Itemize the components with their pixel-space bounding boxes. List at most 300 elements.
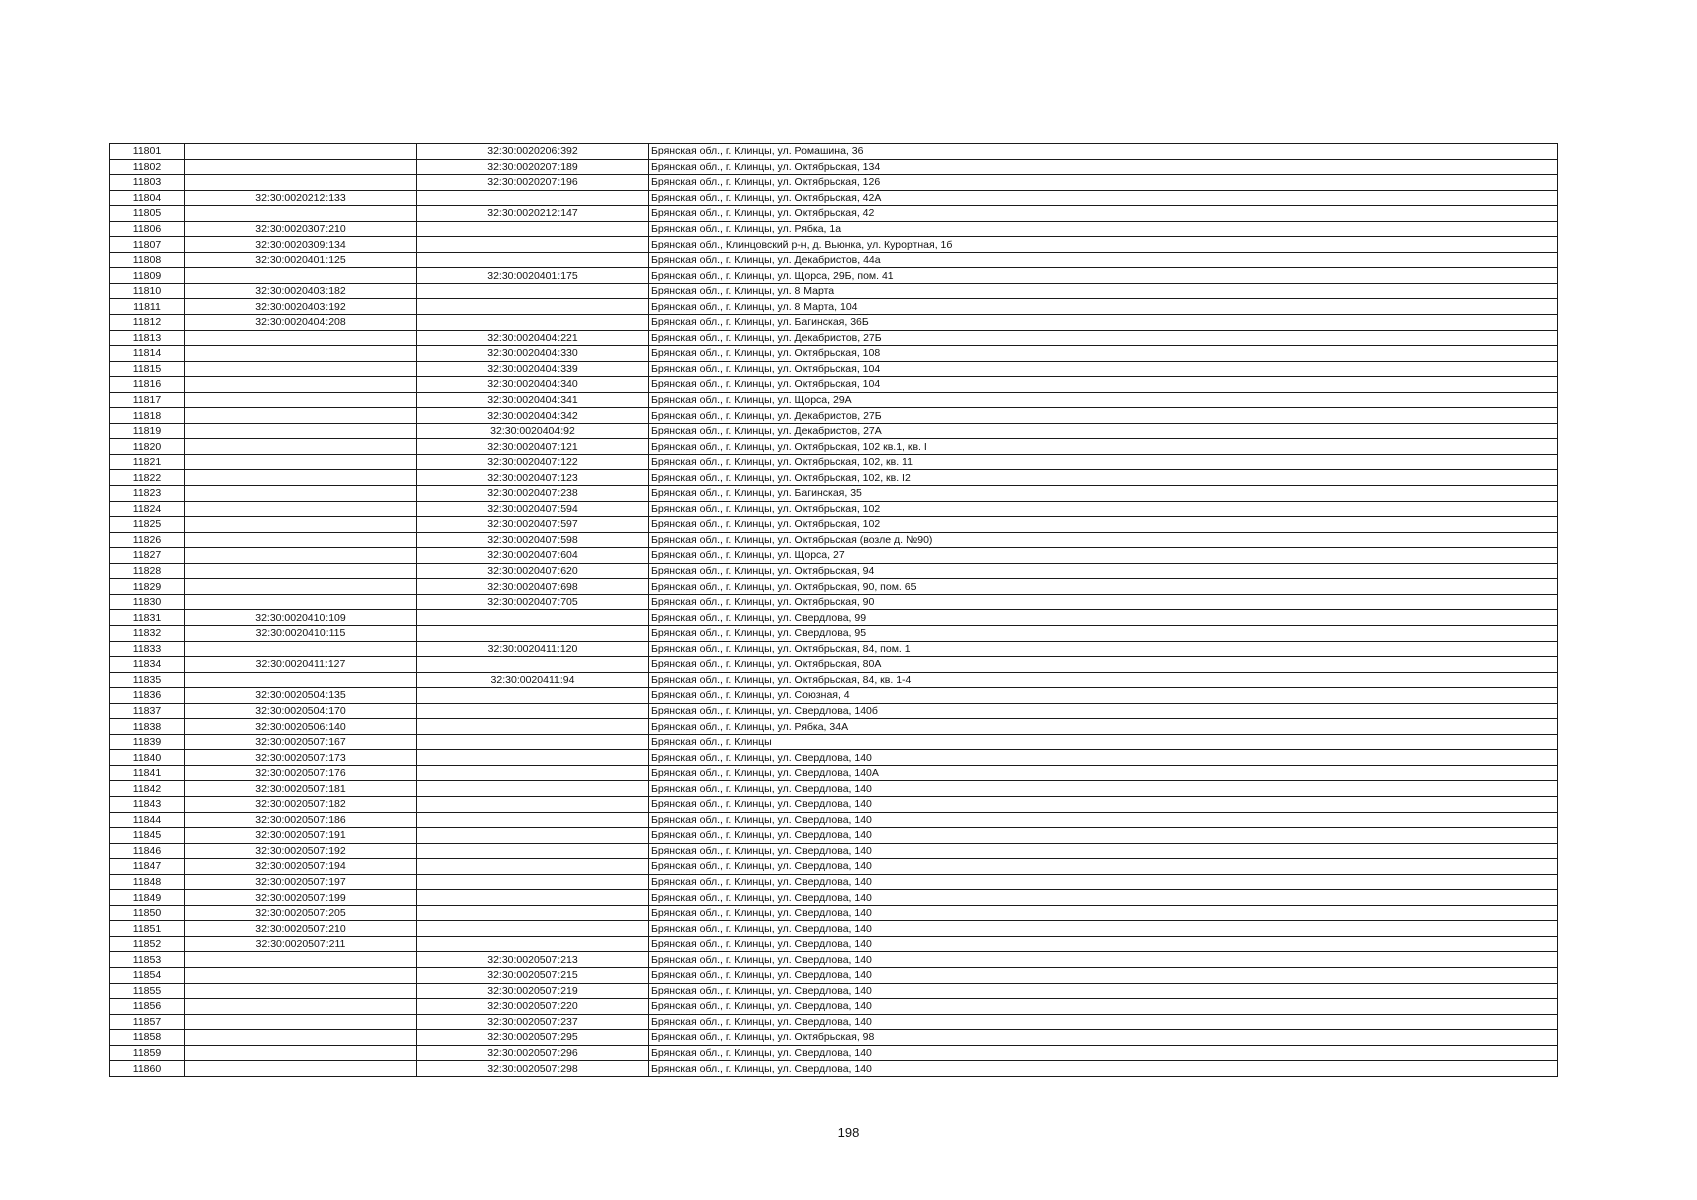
row-number-cell: 11826: [110, 532, 185, 548]
cadastral-number-cell: 32:30:0020207:189: [417, 159, 649, 175]
cadastral-number-cell: 32:30:0020404:341: [417, 392, 649, 408]
cadastral-number-cell: 32:30:0020507:205: [185, 905, 417, 921]
row-number-cell: 11809: [110, 268, 185, 284]
address-cell: Брянская обл., г. Клинцы, ул. Свердлова, 140: [649, 952, 1558, 968]
address-cell: Брянская обл., г. Клинцы, ул. Октябрьская, 98: [649, 1030, 1558, 1046]
cadastral-number-cell: 32:30:0020404:221: [417, 330, 649, 346]
cadastral-number-cell: [185, 175, 417, 191]
table-row: [110, 221, 1558, 237]
table-row: [110, 190, 1558, 206]
cadastral-number-cell: [417, 905, 649, 921]
table-row: [110, 594, 1558, 610]
cadastral-number-cell: [417, 843, 649, 859]
registry-table-container: [109, 143, 1557, 1077]
cadastral-number-cell: [185, 532, 417, 548]
cadastral-number-cell: 32:30:0020206:392: [417, 144, 649, 160]
cadastral-number-cell: [185, 423, 417, 439]
cadastral-number-cell: [417, 625, 649, 641]
registry-table-body: [110, 144, 1558, 1077]
cadastral-number-cell: [417, 610, 649, 626]
table-row: [110, 159, 1558, 175]
row-number-cell: 11860: [110, 1061, 185, 1077]
row-number-cell: 11812: [110, 315, 185, 331]
cadastral-number-cell: [417, 190, 649, 206]
page-number: 198: [837, 1125, 860, 1140]
cadastral-number-cell: [185, 1061, 417, 1077]
address-cell: Брянская обл., г. Клинцы, ул. Свердлова, 95: [649, 625, 1558, 641]
table-row: [110, 1045, 1558, 1061]
table-row: [110, 548, 1558, 564]
row-number-cell: 11829: [110, 579, 185, 595]
cadastral-number-cell: 32:30:0020410:109: [185, 610, 417, 626]
cadastral-number-cell: 32:30:0020507:219: [417, 983, 649, 999]
cadastral-number-cell: [417, 859, 649, 875]
row-number-cell: 11807: [110, 237, 185, 253]
cadastral-number-cell: 32:30:0020407:238: [417, 486, 649, 502]
row-number-cell: 11841: [110, 765, 185, 781]
cadastral-number-cell: 32:30:0020404:342: [417, 408, 649, 424]
row-number-cell: 11855: [110, 983, 185, 999]
address-cell: Брянская обл., г. Клинцы, ул. Свердлова, 140: [649, 859, 1558, 875]
address-cell: Брянская обл., г. Клинцы, ул. Октябрьская, 42: [649, 206, 1558, 222]
row-number-cell: 11828: [110, 563, 185, 579]
cadastral-number-cell: 32:30:0020507:220: [417, 999, 649, 1015]
address-cell: Брянская обл., г. Клинцы, ул. Свердлова, 140: [649, 967, 1558, 983]
cadastral-number-cell: 32:30:0020507:173: [185, 750, 417, 766]
cadastral-number-cell: 32:30:0020404:92: [417, 423, 649, 439]
table-row: [110, 283, 1558, 299]
table-row: [110, 796, 1558, 812]
row-number-cell: 11842: [110, 781, 185, 797]
table-row: [110, 408, 1558, 424]
cadastral-number-cell: [185, 454, 417, 470]
table-row: [110, 501, 1558, 517]
cadastral-number-cell: 32:30:0020407:121: [417, 439, 649, 455]
address-cell: Брянская обл., г. Клинцы, ул. Свердлова, 140б: [649, 703, 1558, 719]
table-row: [110, 874, 1558, 890]
cadastral-number-cell: [185, 392, 417, 408]
cadastral-number-cell: 32:30:0020401:125: [185, 252, 417, 268]
address-cell: Брянская обл., г. Клинцы, ул. Багинская, 36Б: [649, 315, 1558, 331]
address-cell: Брянская обл., г. Клинцы, ул. Свердлова, 140: [649, 999, 1558, 1015]
row-number-cell: 11813: [110, 330, 185, 346]
row-number-cell: 11852: [110, 936, 185, 952]
table-row: [110, 517, 1558, 533]
table-row: [110, 268, 1558, 284]
table-row: [110, 252, 1558, 268]
address-cell: Брянская обл., г. Клинцы, ул. Декабристов, 27Б: [649, 408, 1558, 424]
cadastral-number-cell: 32:30:0020407:598: [417, 532, 649, 548]
table-row: [110, 734, 1558, 750]
table-row: [110, 486, 1558, 502]
cadastral-number-cell: 32:30:0020411:127: [185, 657, 417, 673]
cadastral-number-cell: 32:30:0020507:191: [185, 828, 417, 844]
cadastral-number-cell: [185, 439, 417, 455]
row-number-cell: 11853: [110, 952, 185, 968]
address-cell: Брянская обл., г. Клинцы: [649, 734, 1558, 750]
cadastral-number-cell: [417, 734, 649, 750]
row-number-cell: 11858: [110, 1030, 185, 1046]
cadastral-number-cell: [417, 283, 649, 299]
cadastral-number-cell: 32:30:0020407:698: [417, 579, 649, 595]
row-number-cell: 11836: [110, 688, 185, 704]
address-cell: Брянская обл., г. Клинцы, ул. Октябрьская, 84, кв. 1-4: [649, 672, 1558, 688]
row-number-cell: 11830: [110, 594, 185, 610]
cadastral-number-cell: 32:30:0020507:176: [185, 765, 417, 781]
cadastral-number-cell: 32:30:0020407:122: [417, 454, 649, 470]
table-row: [110, 1014, 1558, 1030]
table-row: [110, 750, 1558, 766]
table-row: [110, 454, 1558, 470]
table-row: [110, 952, 1558, 968]
row-number-cell: 11827: [110, 548, 185, 564]
cadastral-number-cell: 32:30:0020507:213: [417, 952, 649, 968]
cadastral-number-cell: [185, 999, 417, 1015]
row-number-cell: 11838: [110, 719, 185, 735]
address-cell: Брянская обл., г. Клинцы, ул. Октябрьская, 84, пом. 1: [649, 641, 1558, 657]
address-cell: Брянская обл., г. Клинцы, ул. Октябрьская, 108: [649, 346, 1558, 362]
cadastral-number-cell: [417, 252, 649, 268]
table-row: [110, 812, 1558, 828]
cadastral-number-cell: [417, 796, 649, 812]
cadastral-number-cell: [417, 719, 649, 735]
address-cell: Брянская обл., г. Клинцы, ул. Октябрьская, 102, кв. I2: [649, 470, 1558, 486]
address-cell: Брянская обл., г. Клинцы, ул. Октябрьская, 102 кв.1, кв. I: [649, 439, 1558, 455]
cadastral-number-cell: [185, 548, 417, 564]
address-cell: Брянская обл., г. Клинцы, ул. Свердлова, 140: [649, 1014, 1558, 1030]
cadastral-number-cell: 32:30:0020407:123: [417, 470, 649, 486]
cadastral-number-cell: 32:30:0020507:186: [185, 812, 417, 828]
cadastral-number-cell: [417, 750, 649, 766]
address-cell: Брянская обл., г. Клинцы, ул. Багинская, 35: [649, 486, 1558, 502]
address-cell: Брянская обл., г. Клинцы, ул. Свердлова, 140: [649, 781, 1558, 797]
address-cell: Брянская обл., г. Клинцы, ул. Рябка, 1а: [649, 221, 1558, 237]
address-cell: Брянская обл., г. Клинцы, ул. Декабристов, 27Б: [649, 330, 1558, 346]
cadastral-number-cell: 32:30:0020507:199: [185, 890, 417, 906]
row-number-cell: 11822: [110, 470, 185, 486]
address-cell: Брянская обл., г. Клинцы, ул. Октябрьская (возле д. №90): [649, 532, 1558, 548]
row-number-cell: 11805: [110, 206, 185, 222]
address-cell: Брянская обл., г. Клинцы, ул. Щорса, 29Б, пом. 41: [649, 268, 1558, 284]
row-number-cell: 11859: [110, 1045, 185, 1061]
table-row: [110, 610, 1558, 626]
cadastral-number-cell: 32:30:0020404:330: [417, 346, 649, 362]
cadastral-number-cell: [185, 501, 417, 517]
address-cell: Брянская обл., г. Клинцы, ул. Декабристов, 27А: [649, 423, 1558, 439]
table-row: [110, 377, 1558, 393]
cadastral-number-cell: 32:30:0020507:167: [185, 734, 417, 750]
table-row: [110, 470, 1558, 486]
cadastral-number-cell: 32:30:0020507:210: [185, 921, 417, 937]
address-cell: Брянская обл., г. Клинцы, ул. Свердлова, 140: [649, 796, 1558, 812]
row-number-cell: 11857: [110, 1014, 185, 1030]
row-number-cell: 11803: [110, 175, 185, 191]
table-row: [110, 859, 1558, 875]
row-number-cell: 11844: [110, 812, 185, 828]
address-cell: Брянская обл., г. Клинцы, ул. Свердлова, 140: [649, 905, 1558, 921]
cadastral-number-cell: [185, 563, 417, 579]
cadastral-number-cell: 32:30:0020506:140: [185, 719, 417, 735]
row-number-cell: 11814: [110, 346, 185, 362]
table-row: [110, 703, 1558, 719]
table-row: [110, 330, 1558, 346]
address-cell: Брянская обл., г. Клинцы, ул. Щорса, 29А: [649, 392, 1558, 408]
row-number-cell: 11837: [110, 703, 185, 719]
row-number-cell: 11802: [110, 159, 185, 175]
row-number-cell: 11810: [110, 283, 185, 299]
row-number-cell: 11851: [110, 921, 185, 937]
table-row: [110, 983, 1558, 999]
table-row: [110, 999, 1558, 1015]
row-number-cell: 11847: [110, 859, 185, 875]
cadastral-number-cell: 32:30:0020407:620: [417, 563, 649, 579]
cadastral-number-cell: 32:30:0020403:182: [185, 283, 417, 299]
table-row: [110, 828, 1558, 844]
row-number-cell: 11840: [110, 750, 185, 766]
row-number-cell: 11821: [110, 454, 185, 470]
row-number-cell: 11808: [110, 252, 185, 268]
address-cell: Брянская обл., г. Клинцы, ул. 8 Марта: [649, 283, 1558, 299]
table-row: [110, 781, 1558, 797]
row-number-cell: 11811: [110, 299, 185, 315]
table-row: [110, 439, 1558, 455]
cadastral-number-cell: 32:30:0020507:237: [417, 1014, 649, 1030]
address-cell: Брянская обл., г. Клинцы, ул. Октябрьская, 102: [649, 501, 1558, 517]
address-cell: Брянская обл., г. Клинцы, ул. Свердлова, 140: [649, 874, 1558, 890]
address-cell: Брянская обл., г. Клинцы, ул. Ромашина, 36: [649, 144, 1558, 160]
row-number-cell: 11804: [110, 190, 185, 206]
address-cell: Брянская обл., г. Клинцы, ул. Свердлова, 140: [649, 843, 1558, 859]
table-row: [110, 625, 1558, 641]
cadastral-number-cell: [417, 765, 649, 781]
cadastral-number-cell: 32:30:0020507:215: [417, 967, 649, 983]
cadastral-number-cell: 32:30:0020411:120: [417, 641, 649, 657]
cadastral-number-cell: [185, 361, 417, 377]
cadastral-number-cell: [417, 221, 649, 237]
cadastral-number-cell: 32:30:0020407:604: [417, 548, 649, 564]
cadastral-number-cell: 32:30:0020507:197: [185, 874, 417, 890]
cadastral-number-cell: 32:30:0020404:208: [185, 315, 417, 331]
cadastral-number-cell: [185, 983, 417, 999]
cadastral-number-cell: [185, 967, 417, 983]
row-number-cell: 11856: [110, 999, 185, 1015]
row-number-cell: 11848: [110, 874, 185, 890]
table-row: [110, 967, 1558, 983]
row-number-cell: 11835: [110, 672, 185, 688]
address-cell: Брянская обл., г. Клинцы, ул. Октябрьская, 104: [649, 361, 1558, 377]
address-cell: Брянская обл., г. Клинцы, ул. Свердлова, 140: [649, 983, 1558, 999]
cadastral-number-cell: [185, 346, 417, 362]
address-cell: Брянская обл., г. Клинцы, ул. Декабристов, 44а: [649, 252, 1558, 268]
cadastral-number-cell: [185, 206, 417, 222]
cadastral-number-cell: 32:30:0020404:340: [417, 377, 649, 393]
cadastral-number-cell: [185, 268, 417, 284]
row-number-cell: 11819: [110, 423, 185, 439]
table-row: [110, 657, 1558, 673]
table-row: [110, 299, 1558, 315]
row-number-cell: 11846: [110, 843, 185, 859]
cadastral-number-cell: [185, 144, 417, 160]
cadastral-number-cell: [417, 874, 649, 890]
row-number-cell: 11806: [110, 221, 185, 237]
address-cell: Брянская обл., г. Клинцы, ул. Октябрьская, 126: [649, 175, 1558, 191]
row-number-cell: 11849: [110, 890, 185, 906]
address-cell: Брянская обл., г. Клинцы, ул. Октябрьская, 80А: [649, 657, 1558, 673]
table-row: [110, 921, 1558, 937]
address-cell: Брянская обл., Клинцовский р-н, д. Вьюнка, ул. Курортная, 1б: [649, 237, 1558, 253]
row-number-cell: 11801: [110, 144, 185, 160]
address-cell: Брянская обл., г. Клинцы, ул. Свердлова, 140: [649, 828, 1558, 844]
row-number-cell: 11831: [110, 610, 185, 626]
row-number-cell: 11825: [110, 517, 185, 533]
address-cell: Брянская обл., г. Клинцы, ул. Свердлова, 140: [649, 936, 1558, 952]
cadastral-number-cell: [185, 330, 417, 346]
address-cell: Брянская обл., г. Клинцы, ул. Октябрьская, 102: [649, 517, 1558, 533]
registry-table: [109, 143, 1558, 1077]
row-number-cell: 11816: [110, 377, 185, 393]
table-row: [110, 1061, 1558, 1077]
table-row: [110, 1030, 1558, 1046]
row-number-cell: 11817: [110, 392, 185, 408]
cadastral-number-cell: [185, 952, 417, 968]
cadastral-number-cell: 32:30:0020507:298: [417, 1061, 649, 1077]
address-cell: Брянская обл., г. Клинцы, ул. Свердлова, 140: [649, 921, 1558, 937]
table-row: [110, 719, 1558, 735]
cadastral-number-cell: 32:30:0020401:175: [417, 268, 649, 284]
address-cell: Брянская обл., г. Клинцы, ул. Свердлова, 99: [649, 610, 1558, 626]
table-row: [110, 890, 1558, 906]
table-row: [110, 641, 1558, 657]
cadastral-number-cell: 32:30:0020504:135: [185, 688, 417, 704]
cadastral-number-cell: 32:30:0020407:705: [417, 594, 649, 610]
address-cell: Брянская обл., г. Клинцы, ул. Свердлова, 140: [649, 812, 1558, 828]
table-row: [110, 237, 1558, 253]
row-number-cell: 11820: [110, 439, 185, 455]
cadastral-number-cell: [185, 641, 417, 657]
cadastral-number-cell: [417, 812, 649, 828]
cadastral-number-cell: [185, 486, 417, 502]
cadastral-number-cell: 32:30:0020307:210: [185, 221, 417, 237]
address-cell: Брянская обл., г. Клинцы, ул. Союзная, 4: [649, 688, 1558, 704]
address-cell: Брянская обл., г. Клинцы, ул. 8 Марта, 104: [649, 299, 1558, 315]
row-number-cell: 11818: [110, 408, 185, 424]
cadastral-number-cell: [185, 1014, 417, 1030]
table-row: [110, 563, 1558, 579]
address-cell: Брянская обл., г. Клинцы, ул. Октябрьская, 90, пом. 65: [649, 579, 1558, 595]
cadastral-number-cell: 32:30:0020507:192: [185, 843, 417, 859]
address-cell: Брянская обл., г. Клинцы, ул. Октябрьская, 90: [649, 594, 1558, 610]
cadastral-number-cell: [185, 159, 417, 175]
address-cell: Брянская обл., г. Клинцы, ул. Свердлова, 140: [649, 890, 1558, 906]
cadastral-number-cell: 32:30:0020309:134: [185, 237, 417, 253]
cadastral-number-cell: [185, 377, 417, 393]
address-cell: Брянская обл., г. Клинцы, ул. Щорса, 27: [649, 548, 1558, 564]
row-number-cell: 11854: [110, 967, 185, 983]
cadastral-number-cell: [185, 1045, 417, 1061]
table-row: [110, 175, 1558, 191]
cadastral-number-cell: [185, 672, 417, 688]
row-number-cell: 11823: [110, 486, 185, 502]
address-cell: Брянская обл., г. Клинцы, ул. Октябрьская, 104: [649, 377, 1558, 393]
table-row: [110, 315, 1558, 331]
table-row: [110, 346, 1558, 362]
cadastral-number-cell: 32:30:0020207:196: [417, 175, 649, 191]
address-cell: Брянская обл., г. Клинцы, ул. Октябрьская, 42А: [649, 190, 1558, 206]
cadastral-number-cell: 32:30:0020507:182: [185, 796, 417, 812]
table-row: [110, 144, 1558, 160]
cadastral-number-cell: [417, 936, 649, 952]
row-number-cell: 11834: [110, 657, 185, 673]
cadastral-number-cell: 32:30:0020410:115: [185, 625, 417, 641]
row-number-cell: 11850: [110, 905, 185, 921]
cadastral-number-cell: 32:30:0020403:192: [185, 299, 417, 315]
table-row: [110, 936, 1558, 952]
table-row: [110, 423, 1558, 439]
cadastral-number-cell: 32:30:0020212:147: [417, 206, 649, 222]
address-cell: Брянская обл., г. Клинцы, ул. Октябрьская, 134: [649, 159, 1558, 175]
cadastral-number-cell: 32:30:0020407:597: [417, 517, 649, 533]
cadastral-number-cell: 32:30:0020407:594: [417, 501, 649, 517]
cadastral-number-cell: 32:30:0020507:295: [417, 1030, 649, 1046]
cadastral-number-cell: [185, 579, 417, 595]
cadastral-number-cell: [417, 890, 649, 906]
cadastral-number-cell: 32:30:0020507:296: [417, 1045, 649, 1061]
cadastral-number-cell: 32:30:0020411:94: [417, 672, 649, 688]
cadastral-number-cell: 32:30:0020212:133: [185, 190, 417, 206]
table-row: [110, 392, 1558, 408]
address-cell: Брянская обл., г. Клинцы, ул. Рябка, 34А: [649, 719, 1558, 735]
table-row: [110, 361, 1558, 377]
address-cell: Брянская обл., г. Клинцы, ул. Свердлова, 140: [649, 1061, 1558, 1077]
row-number-cell: 11843: [110, 796, 185, 812]
cadastral-number-cell: [185, 408, 417, 424]
address-cell: Брянская обл., г. Клинцы, ул. Свердлова, 140: [649, 1045, 1558, 1061]
cadastral-number-cell: [417, 828, 649, 844]
cadastral-number-cell: [185, 594, 417, 610]
row-number-cell: 11815: [110, 361, 185, 377]
table-row: [110, 672, 1558, 688]
table-row: [110, 843, 1558, 859]
row-number-cell: 11833: [110, 641, 185, 657]
cadastral-number-cell: 32:30:0020507:181: [185, 781, 417, 797]
cadastral-number-cell: [417, 315, 649, 331]
table-row: [110, 688, 1558, 704]
cadastral-number-cell: [417, 781, 649, 797]
cadastral-number-cell: [185, 517, 417, 533]
table-row: [110, 532, 1558, 548]
row-number-cell: 11845: [110, 828, 185, 844]
address-cell: Брянская обл., г. Клинцы, ул. Свердлова, 140А: [649, 765, 1558, 781]
table-row: [110, 579, 1558, 595]
table-row: [110, 765, 1558, 781]
row-number-cell: 11839: [110, 734, 185, 750]
cadastral-number-cell: [417, 921, 649, 937]
table-row: [110, 206, 1558, 222]
row-number-cell: 11832: [110, 625, 185, 641]
cadastral-number-cell: [417, 703, 649, 719]
address-cell: Брянская обл., г. Клинцы, ул. Октябрьская, 102, кв. 11: [649, 454, 1558, 470]
cadastral-number-cell: [185, 1030, 417, 1046]
cadastral-number-cell: [417, 299, 649, 315]
cadastral-number-cell: [417, 688, 649, 704]
cadastral-number-cell: 32:30:0020507:194: [185, 859, 417, 875]
cadastral-number-cell: 32:30:0020504:170: [185, 703, 417, 719]
address-cell: Брянская обл., г. Клинцы, ул. Октябрьская, 94: [649, 563, 1558, 579]
cadastral-number-cell: [185, 470, 417, 486]
cadastral-number-cell: [417, 657, 649, 673]
cadastral-number-cell: 32:30:0020404:339: [417, 361, 649, 377]
address-cell: Брянская обл., г. Клинцы, ул. Свердлова, 140: [649, 750, 1558, 766]
